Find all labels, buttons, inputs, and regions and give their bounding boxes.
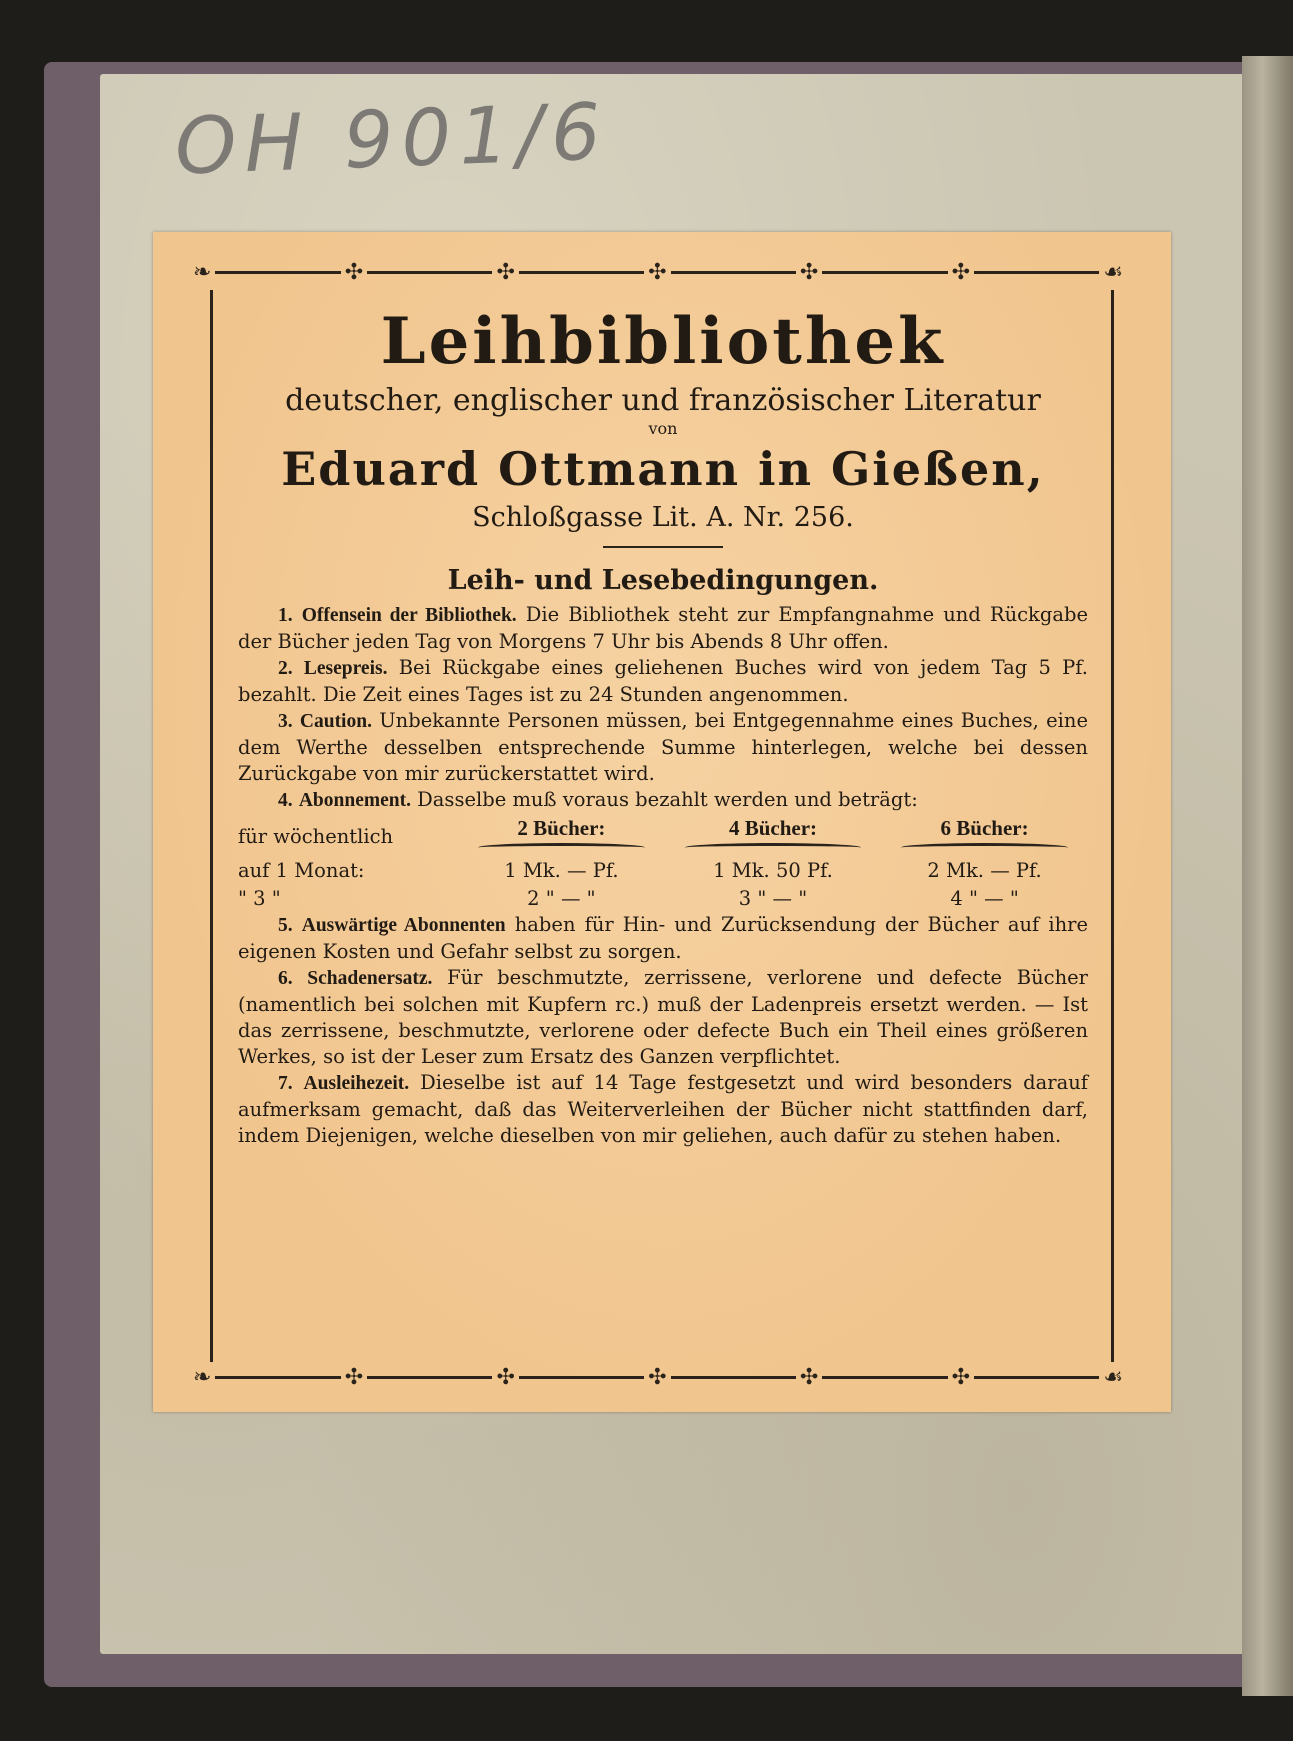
paragraph-text: Bei Rückgabe eines geliehenen Buches wird von jedem Tag 5 Pf. bezahlt. Die Zeit eines Tages ist zu 24 Stunden angenommen. <box>238 656 1088 706</box>
paragraph-text: Unbekannte Personen müssen, bei Entgegennahme eines Buches, eine dem Werthe desselben entsprechende Summe hinterlegen, welche bei dessen Zurückgabe von mir zurückerstattet wird. <box>238 709 1088 785</box>
price-column-2-books: 2 Bücher: <box>458 816 665 856</box>
paragraph-text: Dieselbe ist auf 14 Tage festgesetzt und wird besonders darauf aufmerksam gemacht, daß das Weiterverleihen der Bücher nicht stattfinden darf, indem Diejenigen, welche dieselben von mir geliehen, auch dafür zu stehen haben. <box>238 1071 1088 1147</box>
ornamental-border-bottom: ❧ ✣ ✣ ✣ ✣ ✣ ☙ <box>193 1364 1123 1390</box>
paragraph-lead: Lesepreis. <box>303 658 388 679</box>
label-owner: Eduard Ottmann in Gießen, <box>281 442 1045 496</box>
price-header-label: für wöchentlich <box>238 824 394 848</box>
paragraph-number: 6. <box>278 968 293 989</box>
price-cell: 3 " — " <box>738 886 808 910</box>
price-column-4-books: 4 Bücher: <box>665 816 881 856</box>
price-row <box>238 884 1088 912</box>
paragraph-number: 1. <box>278 605 293 626</box>
price-row-label: auf 1 Monat: <box>238 858 365 882</box>
price-column-6-books: 6 Bücher: <box>881 816 1088 856</box>
title-divider <box>603 546 723 548</box>
label-content <box>238 302 1088 1149</box>
ornamental-border-top: ❧ ✣ ✣ ✣ ✣ ✣ ☙ <box>193 259 1123 285</box>
price-cell: 2 " — " <box>527 886 596 910</box>
condition-paragraph-3 <box>238 708 1088 787</box>
condition-paragraph-7 <box>238 1070 1088 1149</box>
paragraph-text: Die Bibliothek steht zur Empfangnahme und Rückgabe der Bücher jeden Tag von Morgens 7 Uhr bis Abends 8 Uhr offen. <box>238 603 1089 653</box>
paragraph-text: haben für Hin- und Zurücksendung der Bücher auf ihre eigenen Kosten und Gefahr selbst zu sorgen. <box>238 913 1088 963</box>
price-row <box>238 856 1088 884</box>
label-subtitle: deutscher, englischer und französischer Literatur <box>285 383 1041 418</box>
paragraph-lead: Schadenersatz. <box>307 968 433 989</box>
price-cell: 2 Mk. — Pf. <box>927 858 1042 882</box>
condition-paragraph-1 <box>238 602 1088 655</box>
pencil-shelfmark: OH 901/6 <box>173 87 611 193</box>
paragraph-number: 7. <box>278 1073 293 1094</box>
paragraph-number: 4. <box>278 790 293 811</box>
condition-paragraph-4 <box>238 787 1088 814</box>
label-address: Schloßgasse Lit. A. Nr. 256. <box>472 502 854 533</box>
price-cell: 1 Mk. — Pf. <box>504 858 619 882</box>
subscription-price-table <box>238 816 1088 912</box>
price-cell: 1 Mk. 50 Pf. <box>713 858 833 882</box>
paragraph-number: 3. <box>278 711 293 732</box>
facing-page-edge <box>1242 56 1293 1696</box>
condition-paragraph-2 <box>238 655 1088 708</box>
label-von: von <box>648 419 678 438</box>
paragraph-lead: Offensein der Bibliothek. <box>301 605 517 626</box>
condition-paragraph-5 <box>238 912 1088 965</box>
label-title: Leihbibliothek <box>380 304 946 379</box>
paragraph-lead: Ausleihezeit. <box>303 1073 410 1094</box>
paragraph-lead: Auswärtige Abonnenten <box>301 915 506 936</box>
library-bookplate-label <box>153 232 1171 1412</box>
price-cell: 4 " — " <box>950 886 1019 910</box>
paragraph-text: Dasselbe muß voraus bezahlt werden und beträgt: <box>417 788 918 811</box>
price-row-label: " 3 " <box>238 886 281 910</box>
paragraph-lead: Caution. <box>299 711 372 732</box>
paragraph-number: 5. <box>278 915 293 936</box>
paragraph-text: Für beschmutzte, zerrissene, verlorene und defecte Bücher (namentlich bei solchen mit Kupfern rc.) muß der Ladenpreis ersetzt werden. — Ist das zerrissene, beschmutzte, verlorene oder defecte Buch ein Theil eines größeren Werkes, so ist der Leser zum Ersatz des Ganzen verpflichtet. <box>238 966 1088 1068</box>
paragraph-lead: Abonnement. <box>298 790 411 811</box>
price-table-header <box>238 816 1088 856</box>
paragraph-number: 2. <box>278 658 293 679</box>
conditions-heading: Leih- und Lesebedingungen. <box>447 565 879 596</box>
condition-paragraph-6 <box>238 965 1088 1070</box>
